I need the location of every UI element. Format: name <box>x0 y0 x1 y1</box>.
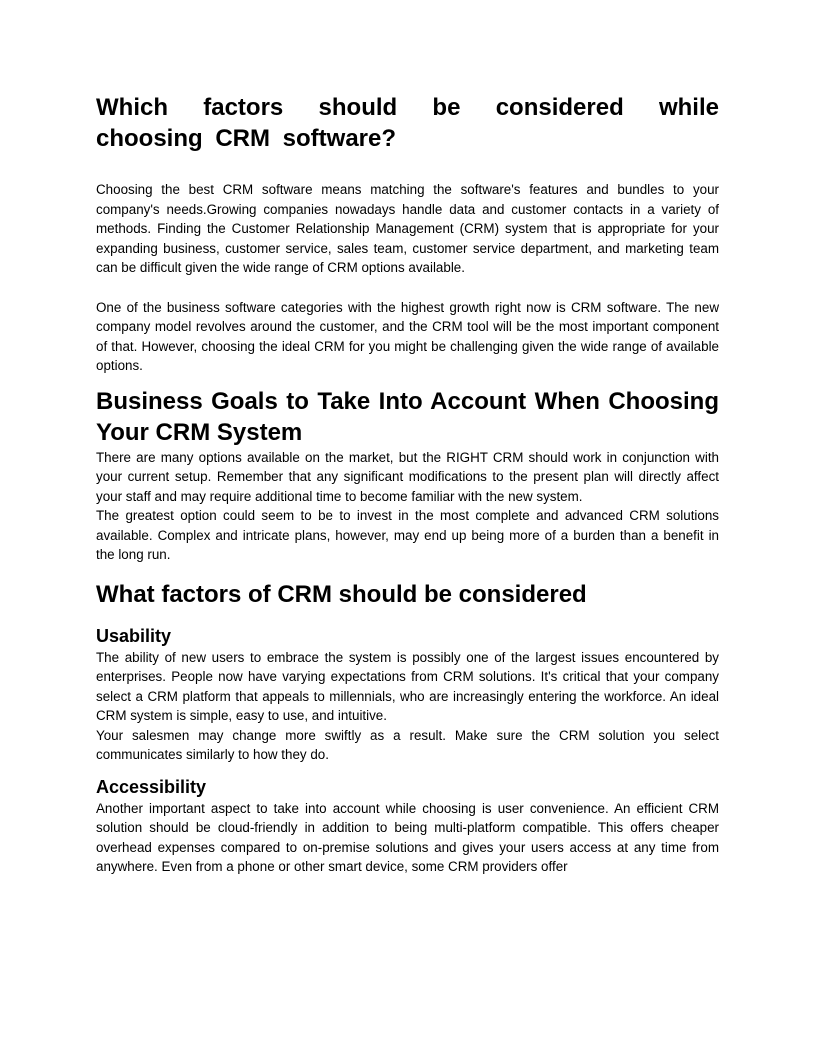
document-page <box>96 92 719 877</box>
usability-paragraph-1: The ability of new users to embrace the system is possibly one of the largest issues encountered by enterprises. People now have varying expectations from CRM solutions. It's critical that your company select a CRM platform that appeals to millennials, who are increasingly entering the workforce. An ideal CRM system is simple, easy to use, and intuitive. <box>96 649 719 723</box>
business-goals-paragraph-1: There are many options available on the market, but the RIGHT CRM should work in conjunction with your current setup. Remember that any significant modifications to the present plan will directly affect your staff and may require additional time to become familiar with the new system. <box>96 449 719 504</box>
accessibility-paragraph-1: Another important aspect to take into account while choosing is user convenience. An efficient CRM solution should be cloud-friendly in addition to being multi-platform compatible. This offers cheaper overhead expenses compared to on-premise solutions and gives your users access at any time from anywhere. Even from a phone or other smart device, some CRM providers offer <box>96 800 719 874</box>
factors-heading: What factors of CRM should be considered <box>96 580 587 608</box>
intro-paragraph-1: Choosing the best CRM software means matching the software's features and bundles to your company's needs.Growing companies nowadays handle data and customer contacts in a variety of methods. Finding the Customer Relationship Management (CRM) system that is appropriate for your expanding business, customer service, sales team, customer service department, and marketing team can be difficult given the wide range of CRM options available. <box>96 182 719 275</box>
business-goals-paragraph-2: The greatest option could seem to be to invest in the most complete and advanced CRM solutions available. Complex and intricate plans, however, may end up being more of a burden than a benefit in the long run. <box>96 508 719 562</box>
intro-paragraph-2: One of the business software categories with the highest growth right now is CRM software. The new company model revolves around the customer, and the CRM tool will be the most important component of that. However, choosing the ideal CRM for you might be challenging given the wide range of available options. <box>96 299 719 373</box>
usability-paragraph-2: Your salesmen may change more swiftly as a result. Make sure the CRM solution you select communicates similarly to how they do. <box>96 727 719 762</box>
document-title: Which factors should be considered while choosing CRM software? <box>96 94 719 152</box>
accessibility-heading: Accessibility <box>96 776 207 797</box>
business-goals-heading: Business Goals to Take Into Account When Choosing Your CRM System <box>96 387 719 446</box>
usability-heading: Usability <box>96 625 172 646</box>
